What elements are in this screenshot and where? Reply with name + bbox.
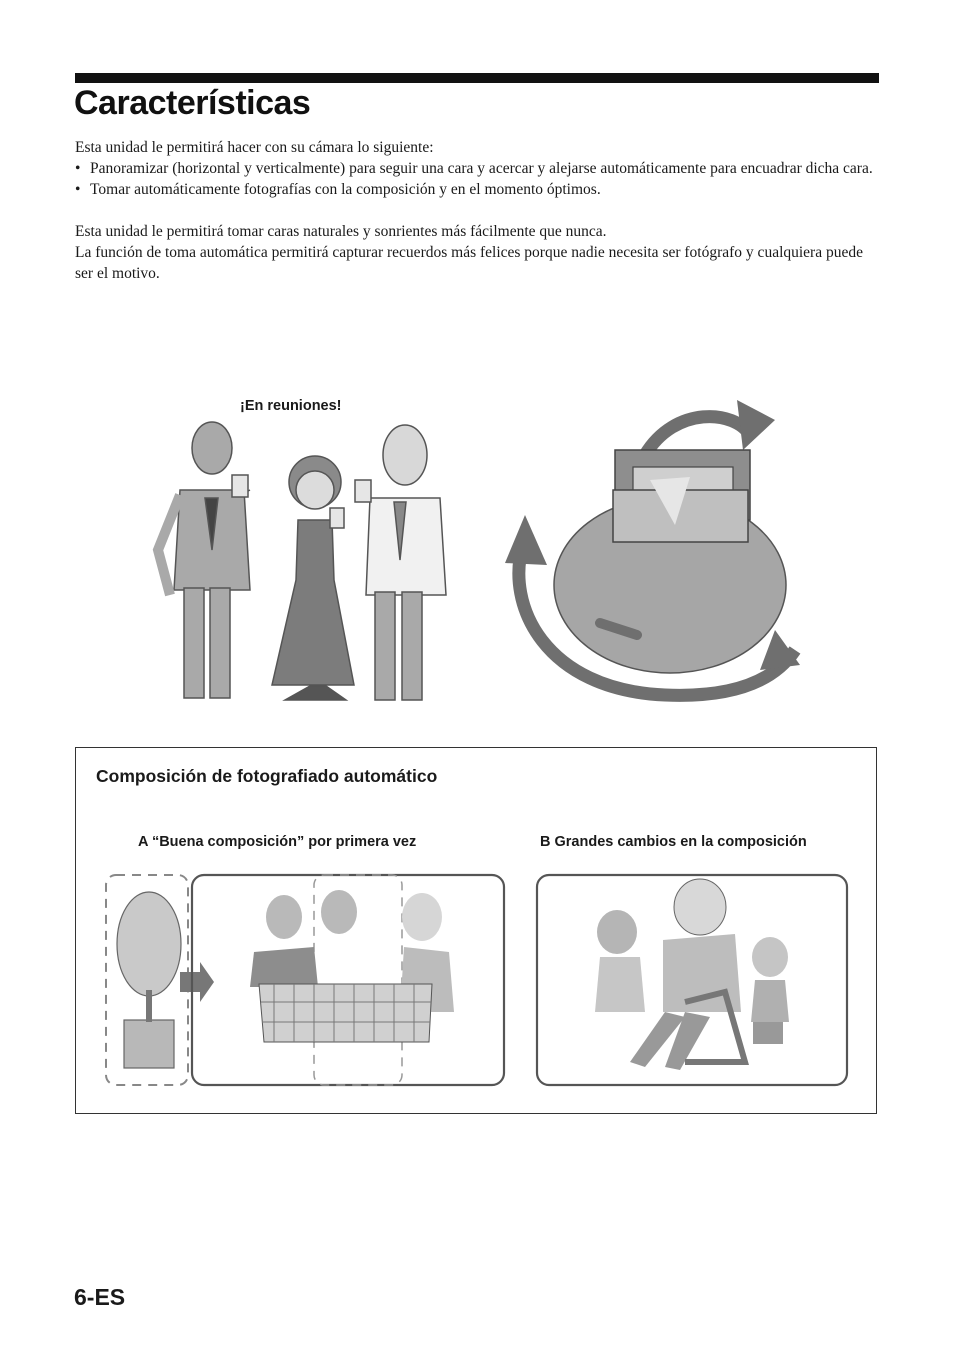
paragraph-auto-shoot: La función de toma automática permitirá capturar recuerdos más felices porque nadie necesita ser fotógrafo y cualquiera puede ser el motivo. [75,244,863,282]
party-people-illustration [150,420,450,710]
camera-rotation-illustration [505,395,805,705]
feature-list [75,158,881,200]
intro-text: Esta unidad le permitirá hacer con su cámara lo siguiente: [75,139,434,156]
page-title: Características [74,84,311,122]
label-good-composition: A “Buena composición” por primera vez [138,834,417,850]
composition-a-illustration [104,872,508,1090]
feature-item-shoot: • Tomar automáticamente fotografías con la composición y en el momento óptimos. [75,179,881,200]
page-number: 6-ES [74,1284,126,1310]
reuniones-caption: ¡En reuniones! [240,398,342,414]
composition-heading: Composición de fotografiado automático [96,766,438,786]
feature-item-pan: • Panoramizar (horizontal y verticalmente) para seguir una cara y acercar y alejarse automáticamente para encuadrar dicha cara. [75,158,881,179]
composition-b-illustration [535,872,851,1090]
label-big-changes: B Grandes cambios en la composición [540,834,807,850]
header-rule [75,73,879,83]
paragraph-natural-faces: Esta unidad le permitirá tomar caras naturales y sonrientes más fácilmente que nunca. [75,223,607,240]
body-text [75,137,881,284]
